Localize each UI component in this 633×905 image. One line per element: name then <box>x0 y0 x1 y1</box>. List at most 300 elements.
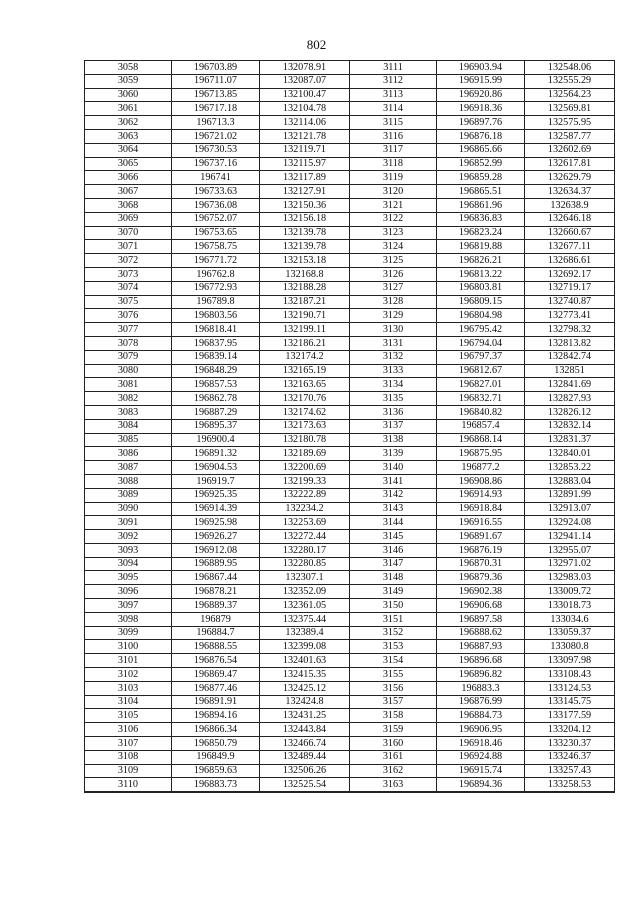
point-number-left: 3109 <box>85 764 172 778</box>
x-coordinate-left: 196850.79 <box>172 737 260 751</box>
point-number-right: 3154 <box>350 654 437 668</box>
x-coordinate-right: 196875.95 <box>437 447 525 461</box>
point-number-right: 3143 <box>350 502 437 516</box>
x-coordinate-left: 196876.54 <box>172 654 260 668</box>
table-row <box>85 226 615 240</box>
y-coordinate-right: 132719.17 <box>525 281 615 295</box>
point-number-right: 3127 <box>350 281 437 295</box>
table-row <box>85 171 615 185</box>
y-coordinate-right: 132686.61 <box>525 254 615 268</box>
point-number-right: 3131 <box>350 336 437 350</box>
x-coordinate-right: 196809.15 <box>437 295 525 309</box>
x-coordinate-right: 196906.68 <box>437 599 525 613</box>
x-coordinate-right: 196887.93 <box>437 640 525 654</box>
x-coordinate-right: 196915.99 <box>437 74 525 88</box>
y-coordinate-right: 132660.67 <box>525 226 615 240</box>
x-coordinate-right: 196908.86 <box>437 474 525 488</box>
x-coordinate-right: 196918.36 <box>437 102 525 116</box>
y-coordinate-right: 132773.41 <box>525 309 615 323</box>
point-number-left: 3110 <box>85 778 172 792</box>
point-number-left: 3090 <box>85 502 172 516</box>
table-row <box>85 336 615 350</box>
x-coordinate-left: 196877.46 <box>172 681 260 695</box>
table-row <box>85 640 615 654</box>
x-coordinate-left: 196883.73 <box>172 778 260 792</box>
x-coordinate-right: 196827.01 <box>437 378 525 392</box>
x-coordinate-left: 196919.7 <box>172 474 260 488</box>
table-row <box>85 654 615 668</box>
table-row <box>85 185 615 199</box>
point-number-left: 3093 <box>85 543 172 557</box>
y-coordinate-left: 132401.63 <box>260 654 350 668</box>
y-coordinate-right: 132891.99 <box>525 488 615 502</box>
point-number-right: 3117 <box>350 143 437 157</box>
x-coordinate-left: 196914.39 <box>172 502 260 516</box>
x-coordinate-right: 196903.94 <box>437 61 525 75</box>
point-number-right: 3157 <box>350 695 437 709</box>
point-number-left: 3062 <box>85 116 172 130</box>
x-coordinate-right: 196914.93 <box>437 488 525 502</box>
y-coordinate-left: 132078.91 <box>260 61 350 75</box>
x-coordinate-left: 196848.29 <box>172 364 260 378</box>
x-coordinate-left: 196869.47 <box>172 668 260 682</box>
table-row <box>85 74 615 88</box>
page-number: 802 <box>306 37 327 52</box>
y-coordinate-right: 132826.12 <box>525 405 615 419</box>
x-coordinate-left: 196862.78 <box>172 392 260 406</box>
x-coordinate-left: 196849.9 <box>172 750 260 764</box>
y-coordinate-right: 132842.74 <box>525 350 615 364</box>
x-coordinate-right: 196896.82 <box>437 668 525 682</box>
x-coordinate-right: 196891.67 <box>437 530 525 544</box>
table-row <box>85 599 615 613</box>
y-coordinate-right: 133246.37 <box>525 750 615 764</box>
point-number-left: 3069 <box>85 212 172 226</box>
y-coordinate-right: 132569.81 <box>525 102 615 116</box>
x-coordinate-left: 196752.07 <box>172 212 260 226</box>
x-coordinate-right: 196823.24 <box>437 226 525 240</box>
point-number-left: 3077 <box>85 323 172 337</box>
coordinates-table <box>84 60 615 793</box>
x-coordinate-left: 196839.14 <box>172 350 260 364</box>
y-coordinate-right: 132955.07 <box>525 543 615 557</box>
x-coordinate-left: 196891.91 <box>172 695 260 709</box>
x-coordinate-left: 196771.72 <box>172 254 260 268</box>
y-coordinate-left: 132200.69 <box>260 461 350 475</box>
table-row <box>85 116 615 130</box>
point-number-left: 3074 <box>85 281 172 295</box>
x-coordinate-right: 196924.88 <box>437 750 525 764</box>
y-coordinate-right: 133009.72 <box>525 585 615 599</box>
point-number-left: 3089 <box>85 488 172 502</box>
y-coordinate-right: 132548.06 <box>525 61 615 75</box>
y-coordinate-right: 132629.79 <box>525 171 615 185</box>
table-row <box>85 143 615 157</box>
x-coordinate-left: 196730.53 <box>172 143 260 157</box>
point-number-right: 3130 <box>350 323 437 337</box>
x-coordinate-right: 196920.86 <box>437 88 525 102</box>
x-coordinate-right: 196868.14 <box>437 433 525 447</box>
point-number-right: 3111 <box>350 61 437 75</box>
y-coordinate-left: 132087.07 <box>260 74 350 88</box>
table-row <box>85 267 615 281</box>
point-number-left: 3066 <box>85 171 172 185</box>
y-coordinate-left: 132139.78 <box>260 240 350 254</box>
y-coordinate-right: 133257.43 <box>525 764 615 778</box>
x-coordinate-left: 196733.63 <box>172 185 260 199</box>
point-number-right: 3147 <box>350 557 437 571</box>
y-coordinate-left: 132186.21 <box>260 336 350 350</box>
point-number-right: 3162 <box>350 764 437 778</box>
y-coordinate-left: 132170.76 <box>260 392 350 406</box>
x-coordinate-left: 196926.27 <box>172 530 260 544</box>
x-coordinate-right: 196836.83 <box>437 212 525 226</box>
x-coordinate-left: 196736.08 <box>172 198 260 212</box>
x-coordinate-right: 196894.36 <box>437 778 525 792</box>
table-row <box>85 281 615 295</box>
point-number-left: 3078 <box>85 336 172 350</box>
y-coordinate-left: 132180.78 <box>260 433 350 447</box>
table-row <box>85 129 615 143</box>
point-number-right: 3158 <box>350 709 437 723</box>
table-row <box>85 530 615 544</box>
x-coordinate-right: 196840.82 <box>437 405 525 419</box>
y-coordinate-right: 132853.22 <box>525 461 615 475</box>
point-number-right: 3145 <box>350 530 437 544</box>
point-number-left: 3105 <box>85 709 172 723</box>
point-number-left: 3079 <box>85 350 172 364</box>
y-coordinate-left: 132389.4 <box>260 626 350 640</box>
y-coordinate-left: 132119.71 <box>260 143 350 157</box>
point-number-left: 3068 <box>85 198 172 212</box>
table-row <box>85 323 615 337</box>
point-number-right: 3160 <box>350 737 437 751</box>
y-coordinate-right: 132851 <box>525 364 615 378</box>
point-number-right: 3155 <box>350 668 437 682</box>
x-coordinate-right: 196861.96 <box>437 198 525 212</box>
point-number-left: 3094 <box>85 557 172 571</box>
x-coordinate-left: 196904.53 <box>172 461 260 475</box>
x-coordinate-left: 196884.7 <box>172 626 260 640</box>
y-coordinate-right: 132883.04 <box>525 474 615 488</box>
x-coordinate-right: 196870.31 <box>437 557 525 571</box>
point-number-right: 3112 <box>350 74 437 88</box>
point-number-right: 3132 <box>350 350 437 364</box>
y-coordinate-left: 132222.89 <box>260 488 350 502</box>
table-row <box>85 198 615 212</box>
x-coordinate-right: 196804.98 <box>437 309 525 323</box>
y-coordinate-left: 132153.18 <box>260 254 350 268</box>
table-row <box>85 240 615 254</box>
point-number-right: 3122 <box>350 212 437 226</box>
table-row <box>85 585 615 599</box>
y-coordinate-right: 133204.12 <box>525 723 615 737</box>
x-coordinate-right: 196797.37 <box>437 350 525 364</box>
point-number-left: 3086 <box>85 447 172 461</box>
y-coordinate-left: 132163.65 <box>260 378 350 392</box>
point-number-left: 3083 <box>85 405 172 419</box>
y-coordinate-left: 132150.36 <box>260 198 350 212</box>
table-row <box>85 433 615 447</box>
point-number-left: 3097 <box>85 599 172 613</box>
x-coordinate-left: 196758.75 <box>172 240 260 254</box>
y-coordinate-left: 132121.78 <box>260 129 350 143</box>
point-number-right: 3133 <box>350 364 437 378</box>
y-coordinate-right: 133124.53 <box>525 681 615 695</box>
table-row <box>85 612 615 626</box>
x-coordinate-left: 196925.98 <box>172 516 260 530</box>
table-row <box>85 309 615 323</box>
y-coordinate-right: 132692.17 <box>525 267 615 281</box>
table-row <box>85 626 615 640</box>
y-coordinate-right: 132813.82 <box>525 336 615 350</box>
point-number-left: 3075 <box>85 295 172 309</box>
y-coordinate-right: 133034.6 <box>525 612 615 626</box>
x-coordinate-left: 196889.37 <box>172 599 260 613</box>
point-number-left: 3072 <box>85 254 172 268</box>
point-number-right: 3141 <box>350 474 437 488</box>
table-row <box>85 737 615 751</box>
point-number-left: 3082 <box>85 392 172 406</box>
point-number-left: 3107 <box>85 737 172 751</box>
point-number-left: 3067 <box>85 185 172 199</box>
table-row <box>85 723 615 737</box>
point-number-left: 3073 <box>85 267 172 281</box>
point-number-right: 3113 <box>350 88 437 102</box>
y-coordinate-left: 132199.33 <box>260 474 350 488</box>
x-coordinate-right: 196803.81 <box>437 281 525 295</box>
x-coordinate-left: 196857.53 <box>172 378 260 392</box>
y-coordinate-left: 132489.44 <box>260 750 350 764</box>
y-coordinate-left: 132361.05 <box>260 599 350 613</box>
point-number-right: 3138 <box>350 433 437 447</box>
point-number-right: 3151 <box>350 612 437 626</box>
x-coordinate-right: 196877.2 <box>437 461 525 475</box>
point-number-right: 3148 <box>350 571 437 585</box>
point-number-left: 3080 <box>85 364 172 378</box>
y-coordinate-left: 132104.78 <box>260 102 350 116</box>
x-coordinate-right: 196857.4 <box>437 419 525 433</box>
x-coordinate-left: 196887.29 <box>172 405 260 419</box>
x-coordinate-left: 196879 <box>172 612 260 626</box>
x-coordinate-right: 196876.19 <box>437 543 525 557</box>
y-coordinate-right: 132831.37 <box>525 433 615 447</box>
point-number-left: 3101 <box>85 654 172 668</box>
table-row <box>85 488 615 502</box>
point-number-right: 3139 <box>350 447 437 461</box>
y-coordinate-left: 132174.62 <box>260 405 350 419</box>
y-coordinate-right: 132638.9 <box>525 198 615 212</box>
x-coordinate-right: 196832.71 <box>437 392 525 406</box>
y-coordinate-right: 132646.18 <box>525 212 615 226</box>
x-coordinate-left: 196762.8 <box>172 267 260 281</box>
x-coordinate-left: 196803.56 <box>172 309 260 323</box>
x-coordinate-left: 196711.07 <box>172 74 260 88</box>
point-number-right: 3128 <box>350 295 437 309</box>
table-row <box>85 502 615 516</box>
x-coordinate-right: 196865.51 <box>437 185 525 199</box>
y-coordinate-right: 132840.01 <box>525 447 615 461</box>
y-coordinate-left: 132139.78 <box>260 226 350 240</box>
y-coordinate-right: 132677.11 <box>525 240 615 254</box>
y-coordinate-left: 132506.26 <box>260 764 350 778</box>
x-coordinate-right: 196916.55 <box>437 516 525 530</box>
x-coordinate-left: 196891.32 <box>172 447 260 461</box>
x-coordinate-right: 196876.99 <box>437 695 525 709</box>
x-coordinate-left: 196789.8 <box>172 295 260 309</box>
point-number-left: 3085 <box>85 433 172 447</box>
table-row <box>85 405 615 419</box>
y-coordinate-right: 133080.8 <box>525 640 615 654</box>
y-coordinate-right: 132798.32 <box>525 323 615 337</box>
y-coordinate-left: 132352.09 <box>260 585 350 599</box>
x-coordinate-right: 196826.21 <box>437 254 525 268</box>
x-coordinate-left: 196888.55 <box>172 640 260 654</box>
y-coordinate-left: 132187.21 <box>260 295 350 309</box>
point-number-left: 3084 <box>85 419 172 433</box>
x-coordinate-left: 196737.16 <box>172 157 260 171</box>
x-coordinate-left: 196713.3 <box>172 116 260 130</box>
y-coordinate-left: 132199.11 <box>260 323 350 337</box>
point-number-right: 3126 <box>350 267 437 281</box>
x-coordinate-right: 196812.67 <box>437 364 525 378</box>
y-coordinate-right: 132924.08 <box>525 516 615 530</box>
x-coordinate-right: 196883.3 <box>437 681 525 695</box>
y-coordinate-left: 132168.8 <box>260 267 350 281</box>
point-number-left: 3104 <box>85 695 172 709</box>
y-coordinate-left: 132156.18 <box>260 212 350 226</box>
point-number-right: 3123 <box>350 226 437 240</box>
x-coordinate-left: 196895.37 <box>172 419 260 433</box>
x-coordinate-right: 196819.88 <box>437 240 525 254</box>
y-coordinate-left: 132100.47 <box>260 88 350 102</box>
table-row <box>85 461 615 475</box>
point-number-right: 3144 <box>350 516 437 530</box>
point-number-left: 3096 <box>85 585 172 599</box>
point-number-right: 3137 <box>350 419 437 433</box>
x-coordinate-right: 196859.28 <box>437 171 525 185</box>
point-number-right: 3129 <box>350 309 437 323</box>
table-row <box>85 668 615 682</box>
y-coordinate-right: 132587.77 <box>525 129 615 143</box>
point-number-left: 3102 <box>85 668 172 682</box>
table-row <box>85 364 615 378</box>
y-coordinate-left: 132375.44 <box>260 612 350 626</box>
x-coordinate-right: 196879.36 <box>437 571 525 585</box>
y-coordinate-right: 132913.07 <box>525 502 615 516</box>
y-coordinate-right: 133097.98 <box>525 654 615 668</box>
x-coordinate-left: 196741 <box>172 171 260 185</box>
x-coordinate-left: 196894.16 <box>172 709 260 723</box>
y-coordinate-left: 132114.06 <box>260 116 350 130</box>
table-row <box>85 419 615 433</box>
x-coordinate-left: 196912.08 <box>172 543 260 557</box>
y-coordinate-right: 133230.37 <box>525 737 615 751</box>
point-number-right: 3150 <box>350 599 437 613</box>
y-coordinate-right: 132575.95 <box>525 116 615 130</box>
y-coordinate-left: 132280.17 <box>260 543 350 557</box>
y-coordinate-left: 132424.8 <box>260 695 350 709</box>
table-row <box>85 447 615 461</box>
y-coordinate-right: 133177.59 <box>525 709 615 723</box>
point-number-right: 3118 <box>350 157 437 171</box>
point-number-right: 3120 <box>350 185 437 199</box>
table-row <box>85 778 615 792</box>
point-number-right: 3159 <box>350 723 437 737</box>
x-coordinate-right: 196794.04 <box>437 336 525 350</box>
y-coordinate-right: 132740.87 <box>525 295 615 309</box>
point-number-right: 3142 <box>350 488 437 502</box>
point-number-right: 3134 <box>350 378 437 392</box>
y-coordinate-right: 132617.81 <box>525 157 615 171</box>
table-row <box>85 392 615 406</box>
point-number-left: 3076 <box>85 309 172 323</box>
table-row <box>85 474 615 488</box>
point-number-left: 3059 <box>85 74 172 88</box>
point-number-right: 3115 <box>350 116 437 130</box>
y-coordinate-left: 132466.74 <box>260 737 350 751</box>
y-coordinate-right: 132564.23 <box>525 88 615 102</box>
point-number-right: 3153 <box>350 640 437 654</box>
x-coordinate-left: 196878.21 <box>172 585 260 599</box>
y-coordinate-left: 132307.1 <box>260 571 350 585</box>
point-number-right: 3163 <box>350 778 437 792</box>
y-coordinate-left: 132253.69 <box>260 516 350 530</box>
x-coordinate-left: 196889.95 <box>172 557 260 571</box>
table-row <box>85 750 615 764</box>
y-coordinate-left: 132188.28 <box>260 281 350 295</box>
y-coordinate-right: 132555.29 <box>525 74 615 88</box>
y-coordinate-left: 132415.35 <box>260 668 350 682</box>
y-coordinate-right: 132602.69 <box>525 143 615 157</box>
table-row <box>85 571 615 585</box>
point-number-right: 3140 <box>350 461 437 475</box>
point-number-left: 3091 <box>85 516 172 530</box>
y-coordinate-left: 132165.19 <box>260 364 350 378</box>
x-coordinate-left: 196866.34 <box>172 723 260 737</box>
table-row <box>85 157 615 171</box>
table-row <box>85 516 615 530</box>
x-coordinate-right: 196897.76 <box>437 116 525 130</box>
y-coordinate-right: 132827.93 <box>525 392 615 406</box>
y-coordinate-left: 132127.91 <box>260 185 350 199</box>
table-row <box>85 295 615 309</box>
point-number-right: 3136 <box>350 405 437 419</box>
point-number-right: 3149 <box>350 585 437 599</box>
x-coordinate-right: 196906.95 <box>437 723 525 737</box>
y-coordinate-left: 132280.85 <box>260 557 350 571</box>
point-number-left: 3070 <box>85 226 172 240</box>
y-coordinate-left: 132189.69 <box>260 447 350 461</box>
x-coordinate-left: 196867.44 <box>172 571 260 585</box>
y-coordinate-left: 132190.71 <box>260 309 350 323</box>
y-coordinate-right: 132971.02 <box>525 557 615 571</box>
y-coordinate-right: 132841.69 <box>525 378 615 392</box>
table-row <box>85 212 615 226</box>
y-coordinate-left: 132234.2 <box>260 502 350 516</box>
y-coordinate-right: 132941.14 <box>525 530 615 544</box>
point-number-left: 3064 <box>85 143 172 157</box>
table-row <box>85 378 615 392</box>
y-coordinate-left: 132399.08 <box>260 640 350 654</box>
point-number-left: 3063 <box>85 129 172 143</box>
table-row <box>85 102 615 116</box>
point-number-left: 3061 <box>85 102 172 116</box>
x-coordinate-right: 196896.68 <box>437 654 525 668</box>
point-number-right: 3124 <box>350 240 437 254</box>
table-row <box>85 254 615 268</box>
coordinates-table-body <box>85 61 615 793</box>
